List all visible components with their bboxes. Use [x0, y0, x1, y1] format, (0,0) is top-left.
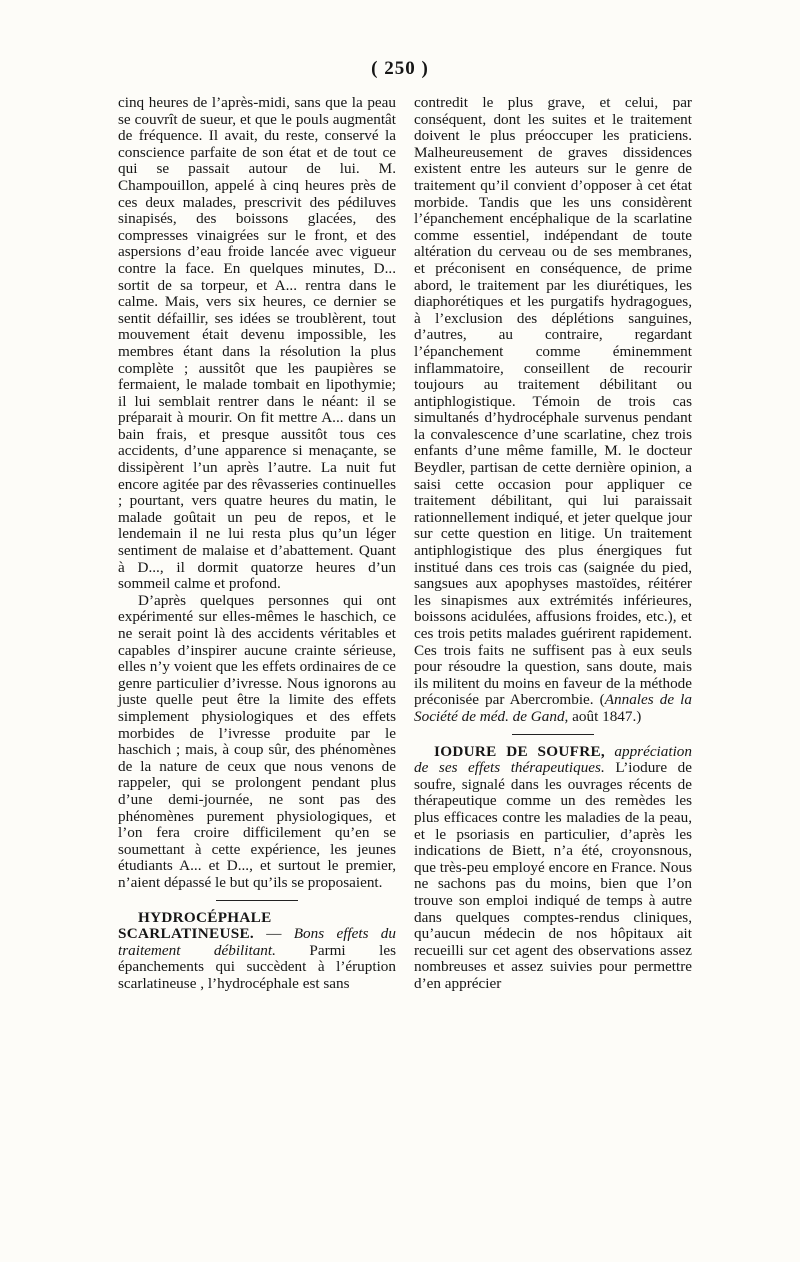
section-subtitle-iodure: appréciation de ses effets thérapeutiques. [414, 742, 692, 777]
right-column [414, 95, 692, 992]
left-column [118, 95, 396, 992]
left-paragraph-2: D’après quelques personnes qui ont expérimenté sur elles-mêmes le haschich, ce ne serait point là des accidents véritables et capables d’inspirer aucune crainte sérieuse, elles n’y voient que les effets ordinaires de ce genre particulier d’ivresse. Nous ignorons au juste quelle peut être la limite des effets simplement physiologiques et des effets morbides de l’ivresse produite par le haschich ; mais, à coup sûr, des phénomènes de la nature de ceux que nous venons de rappeler, qui se prolongent pendant plus d’une demi-journée, ne sont pas des phénomènes purement physiologiques, et l’on fera croire difficilement qu’en se soumettant à cette expérience, les jeunes étudiants A... et D..., et surtout le premier, n’aient dépassé le but qu’ils se proposaient. [118, 591, 396, 891]
citation-date: août 1847.) [568, 707, 642, 725]
heading-separator: — [254, 925, 294, 943]
iodure-text: L’iodure de soufre, signalé dans les ouvrages récents de thérapeutique comme un des remèdes les plus efficaces contre les maladies de la peau, et le psoriasis en particulier, d’après les indications de Biett, n’a été, croyonsnous, que très-peu employé encore en France. Nous ne sachons pas du moins, bien que l’on trouve son emploi indiqué de temps à autre dans quelques comptes-rendus cliniques, qu’aucun médecin de nos hôpitaux ait recueilli sur cet agent des observations assez nombreuses et assez suivies pour permettre d’en apprécier [414, 759, 693, 992]
section-heading-iodure: IODURE DE SOUFRE, [434, 742, 606, 760]
right-paragraph-1 [414, 95, 692, 726]
section-divider [216, 900, 298, 901]
left-paragraph-1: cinq heures de l’après-midi, sans que la peau se couvrît de sueur, et que le pouls augmentât de fréquence. Il avait, du reste, conservé la conscience parfaite de son état et de tout ce qui se passait autour de lui. M. Champouillon, appelé à cinq heures près de ces deux malades, prescrivit des pédiluves sinapisés, des boissons glacées, des compresses vinaigrées sur le front, et des aspersions d’eau froide lancée avec vigueur contre la face. En quelques minutes, D... sortit de sa torpeur, et A... rentra dans le calme. Mais, vers six heures, ce dernier se sentit défaillir, ses idées se troublèrent, tout mouvement était devenu impossible, les membres étant dans la résolution la plus complète ; aussitôt que les paupières se fermaient, le malade tombait en lipothymie; il lui semblait rentrer dans le néant: il se préparait à mourir. On fit mettre A... dans un bain frais, et presque aussitôt tous ces accidents, d’une apparence si menaçante, se dissipèrent l’un après l’autre. La nuit fut encore agitée par des rêvasseries continuelles ; pourtant, vers quatre heures du matin, le malade goûtait un peu de repos, et le lendemain il ne lui resta plus qu’un léger sentiment de malaise et d’abattement. Quant à D..., il dormit quatorze heures d’un sommeil calme et profond. [118, 94, 396, 593]
page-number: ( 250 ) [371, 58, 429, 79]
iodure-section [414, 744, 692, 993]
hydrocephale-section [118, 910, 396, 993]
section-divider [512, 734, 594, 735]
section-subtitle-hydrocephale: Bons effets du traitement débilitant. [118, 925, 396, 959]
right-paragraph-1-text: contredit le plus grave, et celui, par conséquent, dont les suites et le traitement doivent le plus préoccuper les praticiens. Malheureusement de graves dissidences existent entre les auteurs sur le genre de traitement qu’il convient d’opposer à cet état morbide. Tandis que les uns considèrent l’épanchement encéphalique de la scarlatine comme essentiel, indépendant de toute altération du cerveau ou de ses membranes, et préconisent en conséquence, de prime abord, le traitement par les diurétiques, les diaphorétiques et les purgatifs hydragogues, à l’exclusion des déplétions sanguines, d’autres, au contraire, regardant l’épanchement comme éminemment inflammatoire, conseillent de recourir toujours au traitement débilitant ou antiphlogistique. Témoin de trois cas simultanés d’hydrocéphale survenus pendant la convalescence d’une scarlatine, chez trois enfants d’une même famille, M. le docteur Beydler, partisan de cette dernière opinion, a saisi cette occasion pour appliquer ce traitement débilitant, qui lui paraissait rationnellement indiqué, et jeter quelque jour sur cette question en litige. Un traitement antiphlogistique des plus énergiques fut institué dans ces trois cas (saignée du pied, sangsues aux apophyses mastoïdes, réitérer les sinapismes aux extrémités inférieures, boissons acidulées, affusions froides, etc.), et ces trois petits malades guérirent rapidement. Ces trois faits ne suffisent pas à eux seuls pour résoudre la question, sans doute, mais ils militent du moins en faveur de la méthode préconisée par Abercrombie. ( [414, 94, 692, 709]
citation-source: Annales de la Société de méd. de Gand, [414, 691, 692, 725]
section-heading-hydrocephale: HYDROCÉPHALE SCARLATINEUSE. [118, 908, 272, 943]
hydrocephale-text: Parmi les épanchements qui succèdent à l’éruption scarlatineuse , l’hydrocéphale est sans [118, 941, 396, 992]
